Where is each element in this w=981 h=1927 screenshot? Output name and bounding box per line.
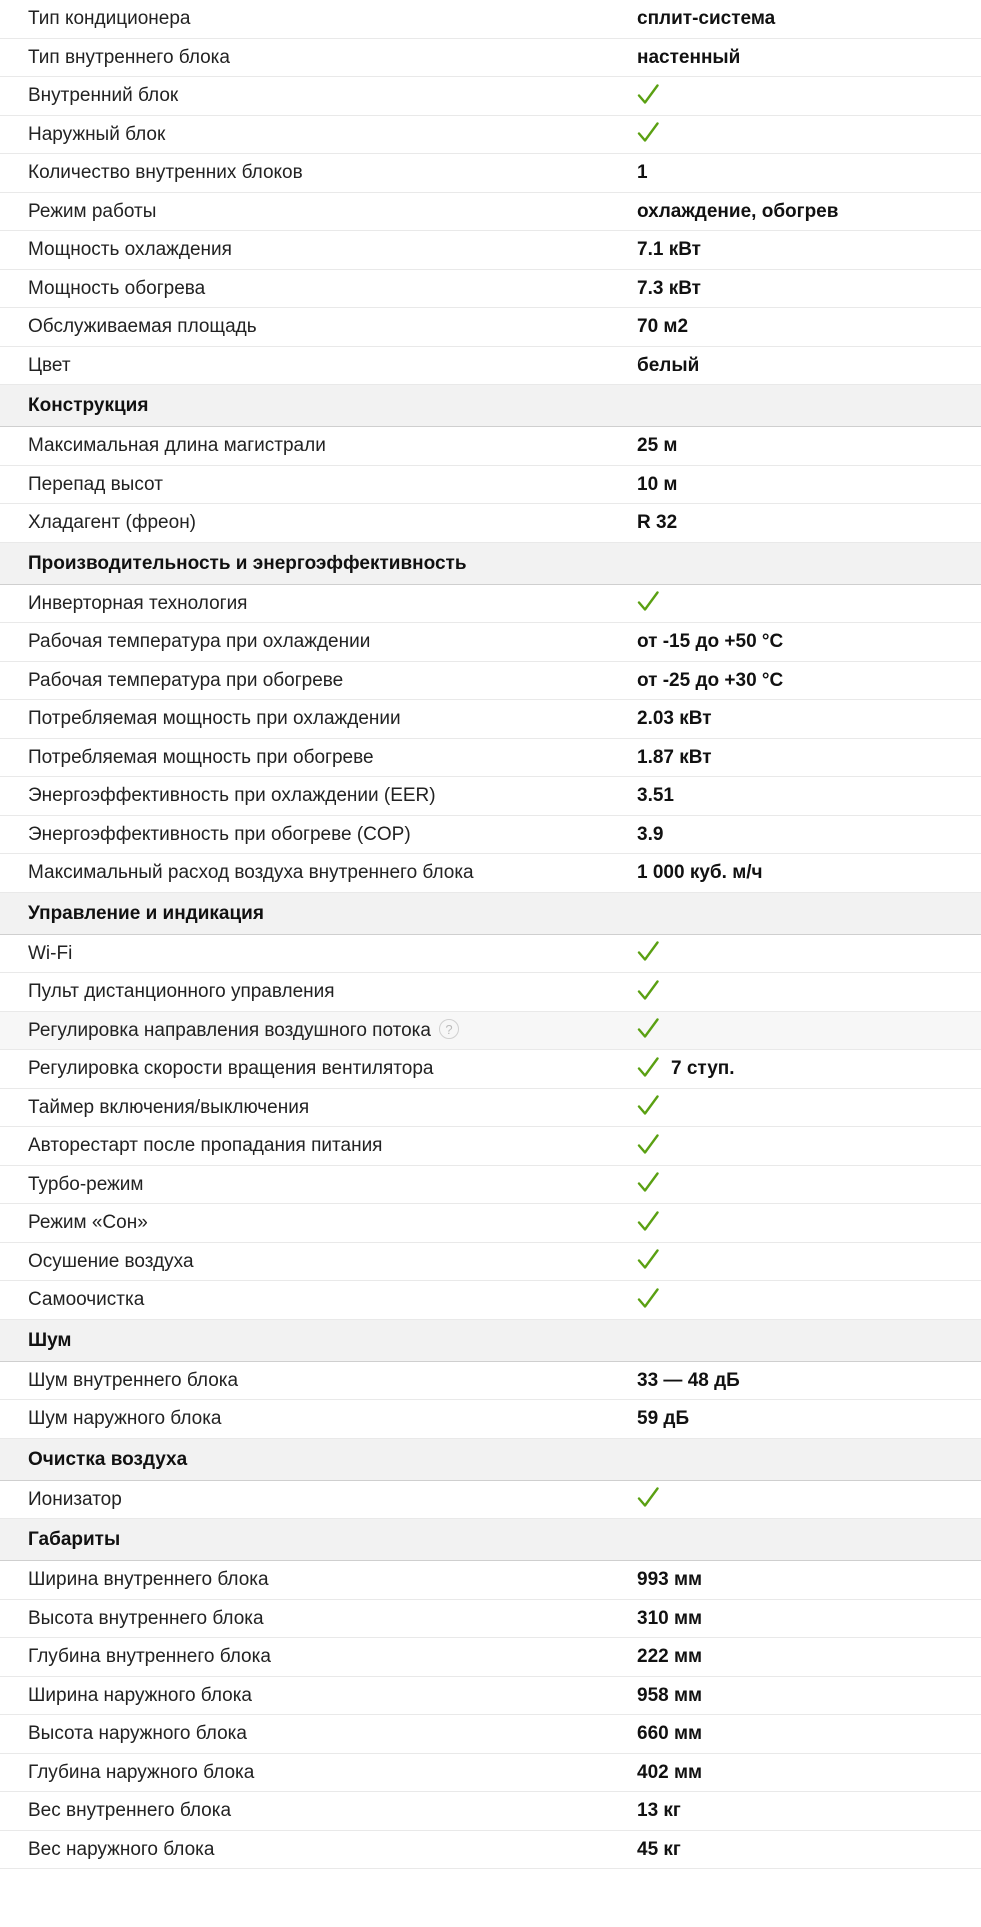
- spec-value-text: 25 м: [637, 435, 678, 456]
- spec-label: [28, 662, 343, 700]
- spec-value: [637, 504, 677, 542]
- spec-row: [0, 193, 981, 232]
- spec-label: [28, 1792, 231, 1830]
- spec-row: [0, 270, 981, 309]
- spec-value: [637, 231, 701, 269]
- spec-row: [0, 1831, 981, 1870]
- section-title: Производительность и энергоэффективность: [28, 552, 467, 574]
- spec-label: [28, 1400, 222, 1438]
- spec-value-text: 958 мм: [637, 1684, 703, 1706]
- spec-value: [637, 1204, 659, 1242]
- spec-label-text: Потребляемая мощность при охлаждении: [28, 708, 401, 729]
- spec-value: [637, 973, 659, 1011]
- spec-label-text: Перепад высот: [28, 473, 163, 495]
- check-icon: [637, 1133, 659, 1155]
- spec-label-text: Внутренний блок: [28, 85, 179, 106]
- spec-row: [0, 854, 981, 893]
- spec-label-text: Самоочистка: [28, 1289, 145, 1310]
- spec-label: [28, 1481, 122, 1519]
- spec-label-text: Режим работы: [28, 200, 157, 222]
- spec-row: [0, 1400, 981, 1439]
- spec-label: [28, 1204, 148, 1242]
- spec-label-text: Обслуживаемая площадь: [28, 316, 257, 337]
- spec-row: [0, 1754, 981, 1793]
- spec-label: [28, 973, 335, 1011]
- spec-label-text: Мощность обогрева: [28, 277, 206, 299]
- spec-row: [0, 1012, 981, 1051]
- spec-label: [28, 231, 232, 269]
- section-title: Управление и индикация: [28, 902, 264, 924]
- spec-label: [28, 585, 247, 623]
- spec-label: [28, 77, 178, 115]
- spec-label-text: Вес внутреннего блока: [28, 1800, 232, 1821]
- spec-row: [0, 816, 981, 855]
- spec-label: [28, 700, 401, 738]
- spec-value-text: от -15 до +50 °C: [637, 631, 784, 652]
- spec-value: [637, 1012, 659, 1050]
- spec-value: [637, 1638, 702, 1676]
- spec-label-text: Энергоэффективность при охлаждении (EER): [28, 785, 436, 806]
- section-title: Очистка воздуха: [28, 1448, 188, 1470]
- spec-value-text: 10 м: [637, 473, 678, 495]
- spec-value: [637, 1481, 659, 1519]
- spec-label-text: Энергоэффективность при обогреве (COP): [28, 823, 411, 845]
- spec-label-text: Инверторная технология: [28, 592, 248, 614]
- spec-label: [28, 154, 303, 192]
- spec-value-text: 7.1 кВт: [637, 239, 701, 260]
- spec-label: [28, 39, 230, 77]
- spec-label-text: Ионизатор: [28, 1488, 122, 1510]
- spec-label-text: Максимальный расход воздуха внутреннего блока: [28, 862, 474, 883]
- spec-value-text: белый: [637, 354, 700, 376]
- spec-label-text: Режим «Сон»: [28, 1212, 148, 1233]
- section-title: Габариты: [28, 1529, 121, 1550]
- spec-value: [637, 466, 677, 504]
- spec-value: [637, 427, 677, 465]
- section-header: [0, 543, 981, 585]
- spec-value: [637, 935, 659, 973]
- spec-row: [0, 77, 981, 116]
- spec-label: [28, 854, 474, 892]
- section-header: [0, 1519, 981, 1561]
- spec-row: [0, 662, 981, 701]
- spec-value: [637, 585, 659, 623]
- spec-label-text: Ширина внутреннего блока: [28, 1569, 269, 1590]
- spec-row: [0, 308, 981, 347]
- spec-label-text: Пульт дистанционного управления: [28, 981, 335, 1002]
- spec-value-text: 45 кг: [637, 1838, 681, 1860]
- spec-row: [0, 1638, 981, 1677]
- check-icon: [637, 940, 659, 962]
- spec-label-text: Высота наружного блока: [28, 1723, 247, 1744]
- spec-label: [28, 1600, 264, 1638]
- spec-label-text: Тип кондиционера: [28, 8, 191, 29]
- spec-value: [637, 1089, 659, 1127]
- spec-label-text: Регулировка скорости вращения вентилятора: [28, 1058, 434, 1079]
- spec-row: [0, 1481, 981, 1520]
- section-header: [0, 385, 981, 427]
- spec-value: [637, 193, 838, 231]
- spec-value-text: 660 мм: [637, 1723, 703, 1744]
- spec-label-text: Регулировка направления воздушного потока: [28, 1019, 431, 1041]
- check-icon: [637, 1171, 659, 1193]
- spec-label: [28, 308, 257, 346]
- spec-label-text: Высота внутреннего блока: [28, 1607, 264, 1629]
- spec-extra-value: 7 ступ.: [671, 1058, 735, 1079]
- spec-label: [28, 739, 374, 777]
- spec-value-text: 402 мм: [637, 1761, 703, 1783]
- spec-row: [0, 1362, 981, 1401]
- section-title: Конструкция: [28, 395, 149, 416]
- spec-value: [637, 662, 783, 700]
- spec-value: [637, 1166, 659, 1204]
- spec-value: [637, 1561, 702, 1599]
- spec-value: [637, 39, 740, 77]
- spec-label-text: Ширина наружного блока: [28, 1684, 252, 1706]
- spec-value-text: 3.9: [637, 823, 664, 845]
- check-icon: [637, 1056, 659, 1078]
- spec-value: [637, 854, 763, 892]
- spec-label: [28, 193, 156, 231]
- spec-value: [637, 1243, 659, 1281]
- spec-row: [0, 504, 981, 543]
- check-icon: [637, 1486, 659, 1508]
- spec-value-text: 222 мм: [637, 1646, 703, 1667]
- spec-row: [0, 1204, 981, 1243]
- spec-label-text: Количество внутренних блоков: [28, 162, 303, 183]
- spec-value: [637, 270, 701, 308]
- spec-label: [28, 1243, 194, 1281]
- spec-label-text: Мощность охлаждения: [28, 239, 232, 260]
- spec-label-text: Шум внутреннего блока: [28, 1369, 239, 1391]
- section-header: [0, 1439, 981, 1481]
- spec-label-text: Wi-Fi: [28, 942, 73, 964]
- spec-label-text: Рабочая температура при обогреве: [28, 669, 344, 691]
- section-header: [0, 1320, 981, 1362]
- spec-row: [0, 585, 981, 624]
- spec-row: [0, 1600, 981, 1639]
- help-icon[interactable]: ?: [439, 1019, 459, 1039]
- spec-value: [637, 1400, 689, 1438]
- spec-value: [637, 1362, 740, 1400]
- spec-value: [637, 154, 648, 192]
- spec-row: [0, 1243, 981, 1282]
- spec-label: [28, 1677, 252, 1715]
- spec-value-text: 59 дБ: [637, 1408, 690, 1429]
- spec-label: [28, 1012, 459, 1050]
- spec-value-text: 7.3 кВт: [637, 277, 701, 299]
- spec-row: [0, 935, 981, 974]
- spec-value-text: настенный: [637, 46, 741, 68]
- spec-value: [637, 739, 712, 777]
- check-icon: [637, 83, 659, 105]
- spec-label-text: Глубина внутреннего блока: [28, 1646, 271, 1667]
- spec-label: [28, 116, 165, 154]
- spec-value: [637, 1792, 681, 1830]
- spec-label: [28, 347, 71, 385]
- spec-label: [28, 270, 205, 308]
- spec-value: [637, 308, 688, 346]
- spec-value: [637, 116, 659, 154]
- spec-label: [28, 1561, 269, 1599]
- spec-value-text: от -25 до +30 °C: [637, 669, 784, 691]
- spec-label-text: Наружный блок: [28, 123, 166, 145]
- spec-value: [637, 1715, 702, 1753]
- spec-label: [28, 1050, 433, 1088]
- spec-label: [28, 623, 370, 661]
- spec-label-text: Турбо-режим: [28, 1173, 144, 1195]
- check-icon: [637, 121, 659, 143]
- spec-row: [0, 1089, 981, 1128]
- spec-value: [637, 1050, 735, 1088]
- spec-label-text: Вес наружного блока: [28, 1838, 215, 1860]
- spec-value: [637, 347, 699, 385]
- spec-value-text: сплит-система: [637, 8, 776, 29]
- spec-row: [0, 623, 981, 662]
- spec-row: [0, 1127, 981, 1166]
- check-icon: [637, 1017, 659, 1039]
- spec-row: [0, 1050, 981, 1089]
- spec-row: [0, 1281, 981, 1320]
- spec-row: [0, 1677, 981, 1716]
- spec-label-text: Глубина наружного блока: [28, 1761, 255, 1783]
- spec-row: [0, 777, 981, 816]
- spec-value: [637, 0, 775, 38]
- spec-label: [28, 1089, 309, 1127]
- check-icon: [637, 590, 659, 612]
- spec-label: [28, 427, 326, 465]
- spec-value-text: 3.51: [637, 785, 674, 806]
- spec-label: [28, 935, 72, 973]
- spec-row: [0, 347, 981, 386]
- spec-label: [28, 1715, 247, 1753]
- spec-label-text: Осушение воздуха: [28, 1250, 194, 1272]
- spec-value-text: 993 мм: [637, 1569, 703, 1590]
- spec-row: [0, 466, 981, 505]
- spec-value: [637, 1127, 659, 1165]
- spec-label-text: Цвет: [28, 354, 71, 376]
- spec-label-text: Шум наружного блока: [28, 1408, 222, 1429]
- spec-value: [637, 816, 663, 854]
- spec-row: [0, 1715, 981, 1754]
- check-icon: [637, 979, 659, 1001]
- spec-row: [0, 0, 981, 39]
- spec-label: [28, 1831, 214, 1869]
- spec-value-text: 1: [637, 162, 648, 183]
- spec-value: [637, 777, 674, 815]
- spec-value-text: 310 мм: [637, 1607, 703, 1629]
- spec-label: [28, 504, 196, 542]
- spec-label: [28, 1127, 382, 1165]
- section-header: [0, 893, 981, 935]
- spec-value-text: 1 000 куб. м/ч: [637, 862, 763, 883]
- spec-label: [28, 816, 411, 854]
- spec-label-text: Рабочая температура при охлаждении: [28, 631, 371, 652]
- spec-label-text: Таймер включения/выключения: [28, 1096, 310, 1118]
- spec-label: [28, 777, 436, 815]
- spec-label: [28, 1281, 144, 1319]
- spec-value: [637, 77, 659, 115]
- spec-label: [28, 1362, 238, 1400]
- spec-value: [637, 1831, 681, 1869]
- spec-value: [637, 1600, 702, 1638]
- spec-value-text: 1.87 кВт: [637, 746, 712, 768]
- spec-row: [0, 427, 981, 466]
- spec-row: [0, 39, 981, 78]
- check-icon: [637, 1210, 659, 1232]
- spec-value: [637, 1754, 702, 1792]
- spec-value-text: 70 м2: [637, 316, 689, 337]
- spec-row: [0, 116, 981, 155]
- spec-value: [637, 1677, 702, 1715]
- spec-value: [637, 623, 783, 661]
- spec-label-text: Максимальная длина магистрали: [28, 435, 326, 456]
- spec-label: [28, 0, 191, 38]
- spec-label-text: Хладагент (фреон): [28, 512, 197, 533]
- spec-value: [637, 700, 712, 738]
- spec-row: [0, 700, 981, 739]
- spec-label-text: Авторестарт после пропадания питания: [28, 1135, 383, 1156]
- spec-row: [0, 1166, 981, 1205]
- spec-label: [28, 1754, 254, 1792]
- check-icon: [637, 1094, 659, 1116]
- spec-value-text: охлаждение, обогрев: [637, 200, 839, 222]
- spec-label-text: Потребляемая мощность при обогреве: [28, 746, 374, 768]
- spec-row: [0, 1792, 981, 1831]
- spec-label: [28, 466, 163, 504]
- spec-label: [28, 1166, 143, 1204]
- spec-row: [0, 1561, 981, 1600]
- spec-value-text: 2.03 кВт: [637, 708, 712, 729]
- spec-label: [28, 1638, 271, 1676]
- check-icon: [637, 1287, 659, 1309]
- check-icon: [637, 1248, 659, 1270]
- spec-row: [0, 739, 981, 778]
- spec-value: [637, 1281, 659, 1319]
- spec-label-text: Тип внутреннего блока: [28, 46, 230, 68]
- section-title: Шум: [28, 1329, 72, 1351]
- spec-value-text: 33 — 48 дБ: [637, 1369, 740, 1391]
- spec-row: [0, 154, 981, 193]
- spec-value-text: R 32: [637, 512, 678, 533]
- spec-value-text: 13 кг: [637, 1800, 681, 1821]
- spec-row: [0, 231, 981, 270]
- spec-row: [0, 973, 981, 1012]
